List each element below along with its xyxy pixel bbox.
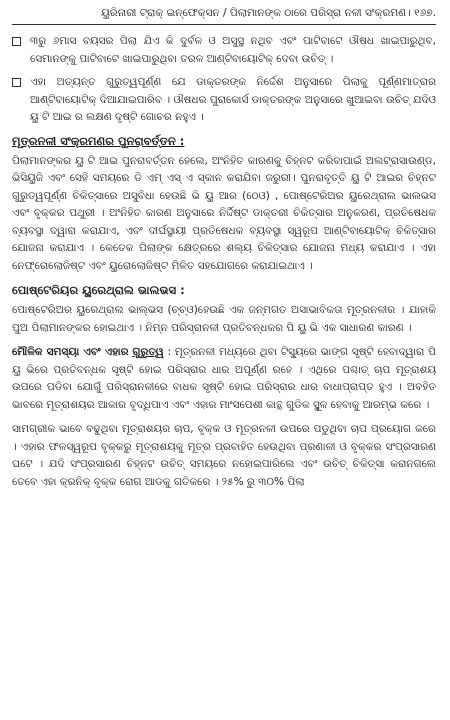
section-body-pressure: ସାମଗ୍ରୀକ ଭାବେ ବଢୁଥିବା ମୂତ୍ରାଶୟର ଚାପ, ବୃକ୍କ ଓ ମୂତ୍ରନଳୀ ଉପରେ ପଡୁଥିବା ଚାପ ପ୍ରୟୋଗ କରେ । ଏହାର ଫଳସ୍ୱରୂପ ବୃକ୍କରୁ ମୂତ୍ରାଶୟକୁ ମୂତ୍ର ପ୍ରବାହିତ ହେଉଥିବା ପ୍ରଣାଳୀ ଓ ବୃକ୍କର ସଂପ୍ରସାରଣ ଘଟେ । ଯଦି ସଂପ୍ରସାରଣ ଚିହ୍ନଟ ଉଚିତ୍ ସମୟରେ ନହୋଇପାରିଲେ ଏବଂ ଉଚିତ୍ ଚିକିତ୍ସା କରାନଗଲେ ତେବେ ଏହା କ୍ରନିକ୍ ବୃକ୍କ ରୋଗ ଆଡକୁ ଗତିକରେ । ୨୫% ରୁ ୩୦% ପିଲା [12,423,436,488]
checkbox-square-icon [12,78,21,87]
section-body-basic-problem [12,344,436,414]
section-body-recurrence: ପିଲାମାନଙ୍କର ୟୁ ଟି ଆଇ ପୁନରାବର୍ତ୍ତନ ହେଲେ, ଅଂନିହିତ କାରଣକୁ ଚିହ୍ନଟ କରିବାପାଇଁ ଅଲଟ୍ରାସାଉଣ୍ଡ, ଭିସିୟୁଜି ଏବଂ ସେହି ସମୟରେ ଡି ଏମ୍ ଏସ୍ ଏ ସ୍କାନ କରାଯିବା ଜରୁରୀ। ପୁନରାବୃତ୍ତି ୟୁ ଟି ଆଇର ଚିହ୍ନଟ ଗୁରୁତ୍ୱପୂର୍ଣ୍ଣ ଚିକିତ୍ସାରେ ଅସୁବିଧା ହେଉଛି ଭି ୟୁ ଆର (ଠେଓ) , ପୋଷ୍ଟେରିଅର ୟୁରେଥ୍ରାଲ ଭାଲଭସ ଏବଂ ବୃକ୍କର ପଥୁରୀ । ଅଂନିହିତ କାରଣ ଅନୁସାରେ ନିର୍ଦ୍ଦିଷ୍ଟ ଡାକ୍ତରୀ ଚିକିତ୍ସାର ଅନୁକରଣ, ପ୍ରତିଷେଧକ ବ୍ୟବସ୍ଥା ଦ୍ୱାରା କରାଯାଏ, ଏବଂ ଦୀର୍ଘସ୍ଥାୟୀ ପ୍ରତିଷେଧକ ବ୍ୟବସ୍ଥା ସ୍ୱରୂପ ଆଣ୍ଟିବାୟୋଟିକ୍ ଚିକିତ୍ସାର ଯୋଜନା କରାଯାଏ । କେତେକ ପିଲାଙ୍କ କ୍ଷେତ୍ରରେ ଶଲ୍ୟ ଚିକିତ୍ସାର ଯୋଜନା ମଧ୍ୟ କରାଯାଏ । ଏହା ନେଫ୍ରୋଲୋଜିଷ୍ଟ ଏବଂ ୟୁରୋଲୋଜିଷ୍ଟ ମିଳିତ ସହଯୋଗରେ କରାଯାଇଥାଏ । [12,154,436,272]
bullet-text-2: ଏହା ଅତ୍ୟନ୍ତ ଗୁରୁତ୍ୱପୂର୍ଣ୍ଣ ଯେ ଡାକ୍ତରଙ୍କ ନିର୍ଦ୍ଦେଶ ଅନୁସାରେ ପିଲାକୁ ପୂର୍ଣ୍ଣମାତ୍ରାର ଆଣ୍ଟିବାୟୋଟିକ୍ ଦିଆଯାଇପାରିବ । ଔଷଧର ପୁରାକୋର୍ସ ଡାକ୍ତରଙ୍କ ଅନୁସାରେ ଖୁଆଇବା ଉଚିତ୍ ଯଦିଓ ୟୁ ଟି ଆଇ ର ଲକ୍ଷଣ ଦୃଷ୍ଟି ଗୋଚର ନହୁଏ । [30,76,436,123]
bullet-item-1 [12,33,436,68]
section-heading-text: ମୂତ୍ରନଳୀ ସଂକ୍ରମଣର ପୁନରାବର୍ତ୍ତନ : [12,133,185,148]
bullet-text-1: ୩ରୁ ୬ମାସ ବୟସର ପିଲା ଯିଏ କି ଦୁର୍ବଳ ଓ ଅସୁସ୍ଥ ନଥିବ ଏବଂ ପାଟିବାଟେ ଔଷଧ ଖାଇପାରୁଥିବ, ସେମାନଙ୍କୁ ପାଟିବାଟେ ଖାଇପାରୁଥିବା ତରଳ ଆଣ୍ଟିବାୟୋଟିକ୍ ଦେବା ଉଚିତ୍ । [30,35,436,65]
paragraph-body: : ମୂତ୍ରନଳୀ ମଧ୍ୟରେ ଥିବା ଟିସ୍ୟୁରେ ଭାଙ୍ଗ ସୃଷ୍ଟି ହେବାଦ୍ୱାରା ପି ୟୁ ଭିରେ ପ୍ରତିବନ୍ଧକ ସୃଷ୍ଟି ହୋଇ ପରିସ୍ରାର ଧାର ଅପୂର୍ଣ୍ଣ ରହେ । ଏଥିରେ ପଶ୍ଚାତ୍ ଚାପ ମୂତ୍ରାଶୟ ଉପରେ ପଡିବା ଯୋଗୁଁ ପରିସ୍ରାନଳୀରେ ବାଧକ ସୃଷ୍ଟି ହୋଇ ପରିସ୍ରାର ଧାର ବାଧାପ୍ରାପ୍ତ ହୁଏ । ଅବହିତ ଭାବରେ ମୂତ୍ରାଶୟର ଆକାର ବୃଦ୍ଧିପାଏ ଏବଂ ଏହାର ମାଂସପେଶୀ କାନ୍ଥ ଗୁଡିକ ସ୍ଥୂଳ ହେବାକୁ ଆରମ୍ଭ କରେ । [12,346,436,411]
checkbox-square-icon [12,37,21,46]
section-body-puv: ପୋଷ୍ଟେରିଅର ୟୁରେଥ୍ରାଲ ଭାଲ୍‌ଭସ (ଚ୍‌ଚ୍‌ଓ)ହେଉଛି ଏକ ଜନ୍ମଗତ ଅସାଭାବିକତା ମୂତ୍ରନଳୀର । ଯାହାକି ପୁଅ ପିଲାମାନଙ୍କର ହୋଇଥାଏ । ନିମ୍ନ ପରିସ୍ରାନଳୀ ପ୍ରତିବନ୍ଧକର ପି ୟୁ ଭି ଏକ ସାଧାରଣ କାରଣ । [12,304,436,334]
paragraph-lead-underlined: ଗୁରୁତ୍ୱ [132,346,164,358]
section-heading-recurrence [12,133,436,150]
paragraph-lead: ମୌଳିକ ସମସ୍ୟା ଏବଂ ଏହାର [12,346,129,358]
section-heading-text: ପୋଷ୍ଟେରିୟର ୟୁରେଥ୍ରାଲ ଭାଲଭସ : [12,283,185,297]
section-heading-puv [12,282,436,299]
bullet-item-2 [12,74,436,127]
running-header: ୟୁରିନାରୀ ଟ୍ରାକ୍ ଇନ୍‌ଫେକ୍ସନ / ପିଲାମାନଙ୍କ ଠାରେ ପରିସ୍ରା ନଳୀ ସଂକ୍ରମଣ। ୧୬୭. [12,6,436,25]
